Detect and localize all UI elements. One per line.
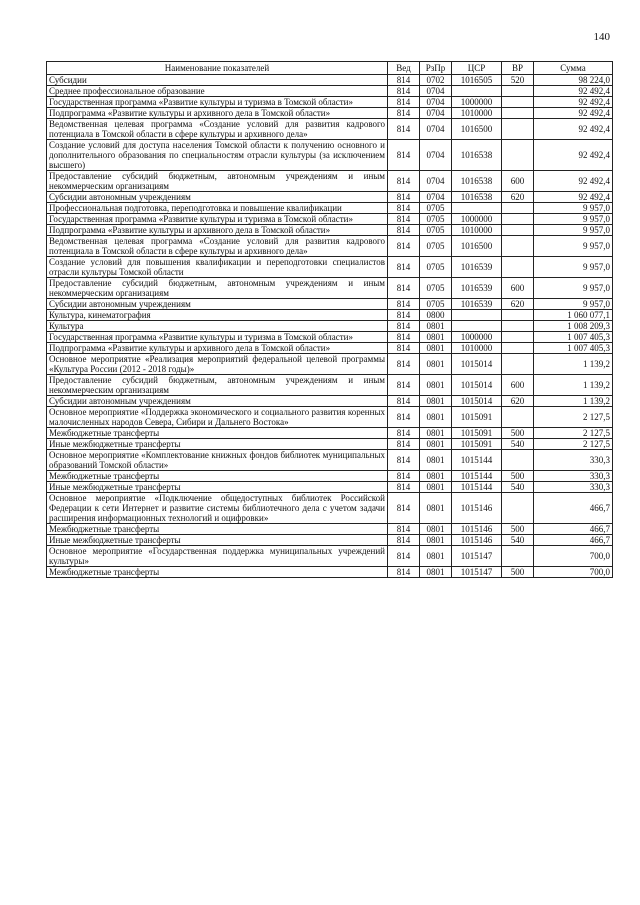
row-name: Межбюджетные трансферты <box>47 567 388 578</box>
row-name: Культура <box>47 321 388 332</box>
row-rzpr: 0704 <box>420 119 452 140</box>
row-sum: 2 127,5 <box>534 428 613 439</box>
row-vr <box>502 321 534 332</box>
row-rzpr: 0801 <box>420 375 452 396</box>
row-name: Субсидии автономным учреждениям <box>47 299 388 310</box>
row-ved: 814 <box>388 86 420 97</box>
row-name: Межбюджетные трансферты <box>47 524 388 535</box>
row-rzpr: 0801 <box>420 524 452 535</box>
row-vr: 500 <box>502 428 534 439</box>
row-rzpr: 0801 <box>420 482 452 493</box>
table-row <box>47 535 613 546</box>
row-sum: 466,7 <box>534 493 613 524</box>
table-row <box>47 192 613 203</box>
row-name: Подпрограмма «Развитие культуры и архивного дела в Томской области» <box>47 108 388 119</box>
table-row <box>47 119 613 140</box>
row-vr: 620 <box>502 396 534 407</box>
row-name: Предоставление субсидий бюджетным, автономным учреждениям и иным некоммерческим организациям <box>47 375 388 396</box>
table-row <box>47 299 613 310</box>
row-sum: 9 957,0 <box>534 236 613 257</box>
row-name: Государственная программа «Развитие культуры и туризма в Томской области» <box>47 97 388 108</box>
row-sum: 2 127,5 <box>534 407 613 428</box>
table-row <box>47 439 613 450</box>
row-name: Субсидии автономным учреждениям <box>47 192 388 203</box>
header-sum: Сумма <box>534 62 613 75</box>
row-ved: 814 <box>388 343 420 354</box>
row-sum: 92 492,4 <box>534 171 613 192</box>
row-rzpr: 0705 <box>420 278 452 299</box>
row-sum: 330,3 <box>534 450 613 471</box>
row-rzpr: 0801 <box>420 450 452 471</box>
table-row <box>47 278 613 299</box>
header-ved: Вед <box>388 62 420 75</box>
row-rzpr: 0801 <box>420 535 452 546</box>
row-sum: 92 492,4 <box>534 119 613 140</box>
row-rzpr: 0801 <box>420 546 452 567</box>
row-ved: 814 <box>388 203 420 214</box>
row-csr: 1015091 <box>452 407 502 428</box>
row-rzpr: 0801 <box>420 567 452 578</box>
row-sum: 98 224,0 <box>534 75 613 86</box>
budget-table <box>46 61 613 578</box>
row-vr: 500 <box>502 567 534 578</box>
row-vr <box>502 108 534 119</box>
row-ved: 814 <box>388 97 420 108</box>
row-name: Предоставление субсидий бюджетным, автономным учреждениям и иным некоммерческим организациям <box>47 278 388 299</box>
row-rzpr: 0704 <box>420 192 452 203</box>
row-ved: 814 <box>388 546 420 567</box>
row-ved: 814 <box>388 299 420 310</box>
row-vr <box>502 86 534 97</box>
row-csr <box>452 203 502 214</box>
row-ved: 814 <box>388 236 420 257</box>
row-csr: 1015014 <box>452 354 502 375</box>
row-sum: 466,7 <box>534 535 613 546</box>
row-rzpr: 0705 <box>420 257 452 278</box>
row-csr: 1000000 <box>452 97 502 108</box>
row-rzpr: 0705 <box>420 214 452 225</box>
row-rzpr: 0800 <box>420 310 452 321</box>
table-row <box>47 396 613 407</box>
row-vr: 500 <box>502 524 534 535</box>
row-rzpr: 0704 <box>420 86 452 97</box>
row-rzpr: 0801 <box>420 439 452 450</box>
table-row <box>47 214 613 225</box>
row-sum: 1 139,2 <box>534 354 613 375</box>
table-row <box>47 203 613 214</box>
row-csr: 1016500 <box>452 236 502 257</box>
row-rzpr: 0705 <box>420 225 452 236</box>
table-row <box>47 482 613 493</box>
row-name: Среднее профессиональное образование <box>47 86 388 97</box>
row-rzpr: 0705 <box>420 236 452 257</box>
row-name: Иные межбюджетные трансферты <box>47 439 388 450</box>
row-name: Культура, кинематография <box>47 310 388 321</box>
row-csr: 1016539 <box>452 257 502 278</box>
table-body <box>47 75 613 578</box>
row-csr: 1015014 <box>452 375 502 396</box>
row-rzpr: 0801 <box>420 471 452 482</box>
row-csr: 1010000 <box>452 108 502 119</box>
row-ved: 814 <box>388 108 420 119</box>
row-vr: 540 <box>502 482 534 493</box>
row-ved: 814 <box>388 407 420 428</box>
row-vr <box>502 97 534 108</box>
table-row <box>47 524 613 535</box>
row-csr: 1016539 <box>452 278 502 299</box>
row-csr: 1015144 <box>452 450 502 471</box>
row-sum: 1 139,2 <box>534 396 613 407</box>
row-vr <box>502 236 534 257</box>
row-rzpr: 0801 <box>420 407 452 428</box>
row-vr: 620 <box>502 192 534 203</box>
row-rzpr: 0702 <box>420 75 452 86</box>
row-name: Субсидии <box>47 75 388 86</box>
row-name: Подпрограмма «Развитие культуры и архивного дела в Томской области» <box>47 343 388 354</box>
page-number: 140 <box>593 31 610 43</box>
row-sum: 330,3 <box>534 482 613 493</box>
row-vr <box>502 203 534 214</box>
row-sum: 92 492,4 <box>534 108 613 119</box>
row-ved: 814 <box>388 278 420 299</box>
table-row <box>47 225 613 236</box>
row-vr <box>502 257 534 278</box>
row-vr <box>502 140 534 171</box>
table-row <box>47 257 613 278</box>
table-row <box>47 75 613 86</box>
row-name: Межбюджетные трансферты <box>47 471 388 482</box>
row-name: Государственная программа «Развитие культуры и туризма в Томской области» <box>47 214 388 225</box>
row-rzpr: 0801 <box>420 354 452 375</box>
row-csr: 1000000 <box>452 332 502 343</box>
table-row <box>47 332 613 343</box>
row-csr: 1016538 <box>452 171 502 192</box>
row-vr <box>502 407 534 428</box>
row-vr: 540 <box>502 439 534 450</box>
row-sum: 466,7 <box>534 524 613 535</box>
row-sum: 2 127,5 <box>534 439 613 450</box>
row-sum: 1 007 405,3 <box>534 332 613 343</box>
row-rzpr: 0801 <box>420 493 452 524</box>
row-ved: 814 <box>388 482 420 493</box>
row-ved: 814 <box>388 75 420 86</box>
row-vr: 600 <box>502 278 534 299</box>
row-name: Иные межбюджетные трансферты <box>47 482 388 493</box>
row-ved: 814 <box>388 524 420 535</box>
table-row <box>47 354 613 375</box>
row-vr <box>502 225 534 236</box>
row-name: Подпрограмма «Развитие культуры и архивного дела в Томской области» <box>47 225 388 236</box>
row-name: Создание условий для доступа населения Томской области к получению основного и дополнительного образования по специальностям отрасли культуры (за исключением высшего) <box>47 140 388 171</box>
row-vr: 620 <box>502 299 534 310</box>
row-csr: 1015014 <box>452 396 502 407</box>
row-sum: 1 008 209,3 <box>534 321 613 332</box>
row-name: Межбюджетные трансферты <box>47 428 388 439</box>
row-name: Предоставление субсидий бюджетным, автономным учреждениям и иным некоммерческим организациям <box>47 171 388 192</box>
row-vr <box>502 450 534 471</box>
row-csr: 1016538 <box>452 192 502 203</box>
row-sum: 92 492,4 <box>534 192 613 203</box>
row-sum: 92 492,4 <box>534 140 613 171</box>
row-ved: 814 <box>388 396 420 407</box>
row-rzpr: 0704 <box>420 108 452 119</box>
row-ved: 814 <box>388 192 420 203</box>
table-row <box>47 450 613 471</box>
row-name: Субсидии автономным учреждениям <box>47 396 388 407</box>
table-row <box>47 86 613 97</box>
row-vr: 540 <box>502 535 534 546</box>
row-rzpr: 0704 <box>420 171 452 192</box>
header-rzpr: РзПр <box>420 62 452 75</box>
row-csr: 1000000 <box>452 214 502 225</box>
row-csr: 1015147 <box>452 546 502 567</box>
row-ved: 814 <box>388 567 420 578</box>
table-row <box>47 236 613 257</box>
row-ved: 814 <box>388 321 420 332</box>
row-csr: 1015091 <box>452 428 502 439</box>
row-sum: 9 957,0 <box>534 278 613 299</box>
row-vr <box>502 332 534 343</box>
row-vr <box>502 546 534 567</box>
row-vr: 520 <box>502 75 534 86</box>
row-sum: 9 957,0 <box>534 299 613 310</box>
row-ved: 814 <box>388 535 420 546</box>
row-sum: 700,0 <box>534 546 613 567</box>
row-rzpr: 0705 <box>420 203 452 214</box>
row-sum: 92 492,4 <box>534 86 613 97</box>
row-csr: 1015147 <box>452 567 502 578</box>
row-sum: 9 957,0 <box>534 225 613 236</box>
row-ved: 814 <box>388 428 420 439</box>
row-name: Государственная программа «Развитие культуры и туризма в Томской области» <box>47 332 388 343</box>
row-csr: 1016539 <box>452 299 502 310</box>
row-csr: 1015146 <box>452 535 502 546</box>
row-sum: 92 492,4 <box>534 97 613 108</box>
row-csr: 1015144 <box>452 482 502 493</box>
row-csr: 1016505 <box>452 75 502 86</box>
row-csr: 1015146 <box>452 524 502 535</box>
row-vr <box>502 214 534 225</box>
table-row <box>47 471 613 482</box>
row-vr <box>502 119 534 140</box>
table-row <box>47 428 613 439</box>
row-name: Ведомственная целевая программа «Создание условий для развития кадрового потенциала в Томской области в сфере культуры и архивного дела» <box>47 119 388 140</box>
row-sum: 9 957,0 <box>534 257 613 278</box>
row-vr: 600 <box>502 171 534 192</box>
row-ved: 814 <box>388 354 420 375</box>
row-ved: 814 <box>388 140 420 171</box>
row-sum: 700,0 <box>534 567 613 578</box>
row-ved: 814 <box>388 214 420 225</box>
row-rzpr: 0801 <box>420 343 452 354</box>
table-row <box>47 567 613 578</box>
row-name: Основное мероприятие «Поддержка экономического и социального развития коренных малочисленных народов Севера, Сибири и Дальнего Востока» <box>47 407 388 428</box>
table-row <box>47 546 613 567</box>
row-sum: 9 957,0 <box>534 203 613 214</box>
row-ved: 814 <box>388 119 420 140</box>
row-vr <box>502 493 534 524</box>
table-row <box>47 108 613 119</box>
row-name: Основное мероприятие «Подключение общедоступных библиотек Российской Федерации к сети Интернет и развитие системы библиотечного дела с учетом задачи расширения информационных технологий и оцифровки» <box>47 493 388 524</box>
table-row <box>47 310 613 321</box>
table-row <box>47 375 613 396</box>
table-row <box>47 97 613 108</box>
row-csr: 1010000 <box>452 225 502 236</box>
row-sum: 9 957,0 <box>534 214 613 225</box>
header-csr: ЦСР <box>452 62 502 75</box>
row-rzpr: 0801 <box>420 332 452 343</box>
table-header-row <box>47 62 613 75</box>
row-rzpr: 0801 <box>420 428 452 439</box>
row-csr <box>452 86 502 97</box>
row-ved: 814 <box>388 225 420 236</box>
row-rzpr: 0704 <box>420 140 452 171</box>
row-csr: 1015146 <box>452 493 502 524</box>
row-rzpr: 0705 <box>420 299 452 310</box>
row-name: Основное мероприятие «Реализация мероприятий федеральной целевой программы «Культура России (2012 - 2018 годы)» <box>47 354 388 375</box>
table-row <box>47 343 613 354</box>
table-row <box>47 140 613 171</box>
row-vr <box>502 343 534 354</box>
row-ved: 814 <box>388 375 420 396</box>
row-csr: 1015091 <box>452 439 502 450</box>
row-sum: 1 139,2 <box>534 375 613 396</box>
row-ved: 814 <box>388 471 420 482</box>
row-ved: 814 <box>388 439 420 450</box>
row-rzpr: 0801 <box>420 321 452 332</box>
row-name: Основное мероприятие «Государственная поддержка муниципальных учреждений культуры» <box>47 546 388 567</box>
row-csr: 1010000 <box>452 343 502 354</box>
header-name: Наименование показателей <box>47 62 388 75</box>
row-csr: 1016538 <box>452 140 502 171</box>
row-ved: 814 <box>388 257 420 278</box>
row-ved: 814 <box>388 493 420 524</box>
row-rzpr: 0704 <box>420 97 452 108</box>
header-vr: ВР <box>502 62 534 75</box>
row-csr: 1015144 <box>452 471 502 482</box>
row-ved: 814 <box>388 310 420 321</box>
row-vr: 600 <box>502 375 534 396</box>
row-rzpr: 0801 <box>420 396 452 407</box>
row-csr <box>452 310 502 321</box>
row-csr: 1016500 <box>452 119 502 140</box>
row-vr: 500 <box>502 471 534 482</box>
row-name: Создание условий для повышения квалификации и переподготовки специалистов отрасли культуры Томской области <box>47 257 388 278</box>
row-vr <box>502 354 534 375</box>
table-row <box>47 321 613 332</box>
table-row <box>47 493 613 524</box>
table-row <box>47 407 613 428</box>
row-sum: 330,3 <box>534 471 613 482</box>
row-ved: 814 <box>388 171 420 192</box>
row-ved: 814 <box>388 450 420 471</box>
row-csr <box>452 321 502 332</box>
row-name: Основное мероприятие «Комплектование книжных фондов библиотек муниципальных образований Томской области» <box>47 450 388 471</box>
row-name: Ведомственная целевая программа «Создание условий для развития кадрового потенциала в Томской области в сфере культуры и архивного дела» <box>47 236 388 257</box>
row-name: Иные межбюджетные трансферты <box>47 535 388 546</box>
row-sum: 1 060 077,1 <box>534 310 613 321</box>
row-sum: 1 007 405,3 <box>534 343 613 354</box>
row-ved: 814 <box>388 332 420 343</box>
table-row <box>47 171 613 192</box>
row-vr <box>502 310 534 321</box>
row-name: Профессиональная подготовка, переподготовка и повышение квалификации <box>47 203 388 214</box>
